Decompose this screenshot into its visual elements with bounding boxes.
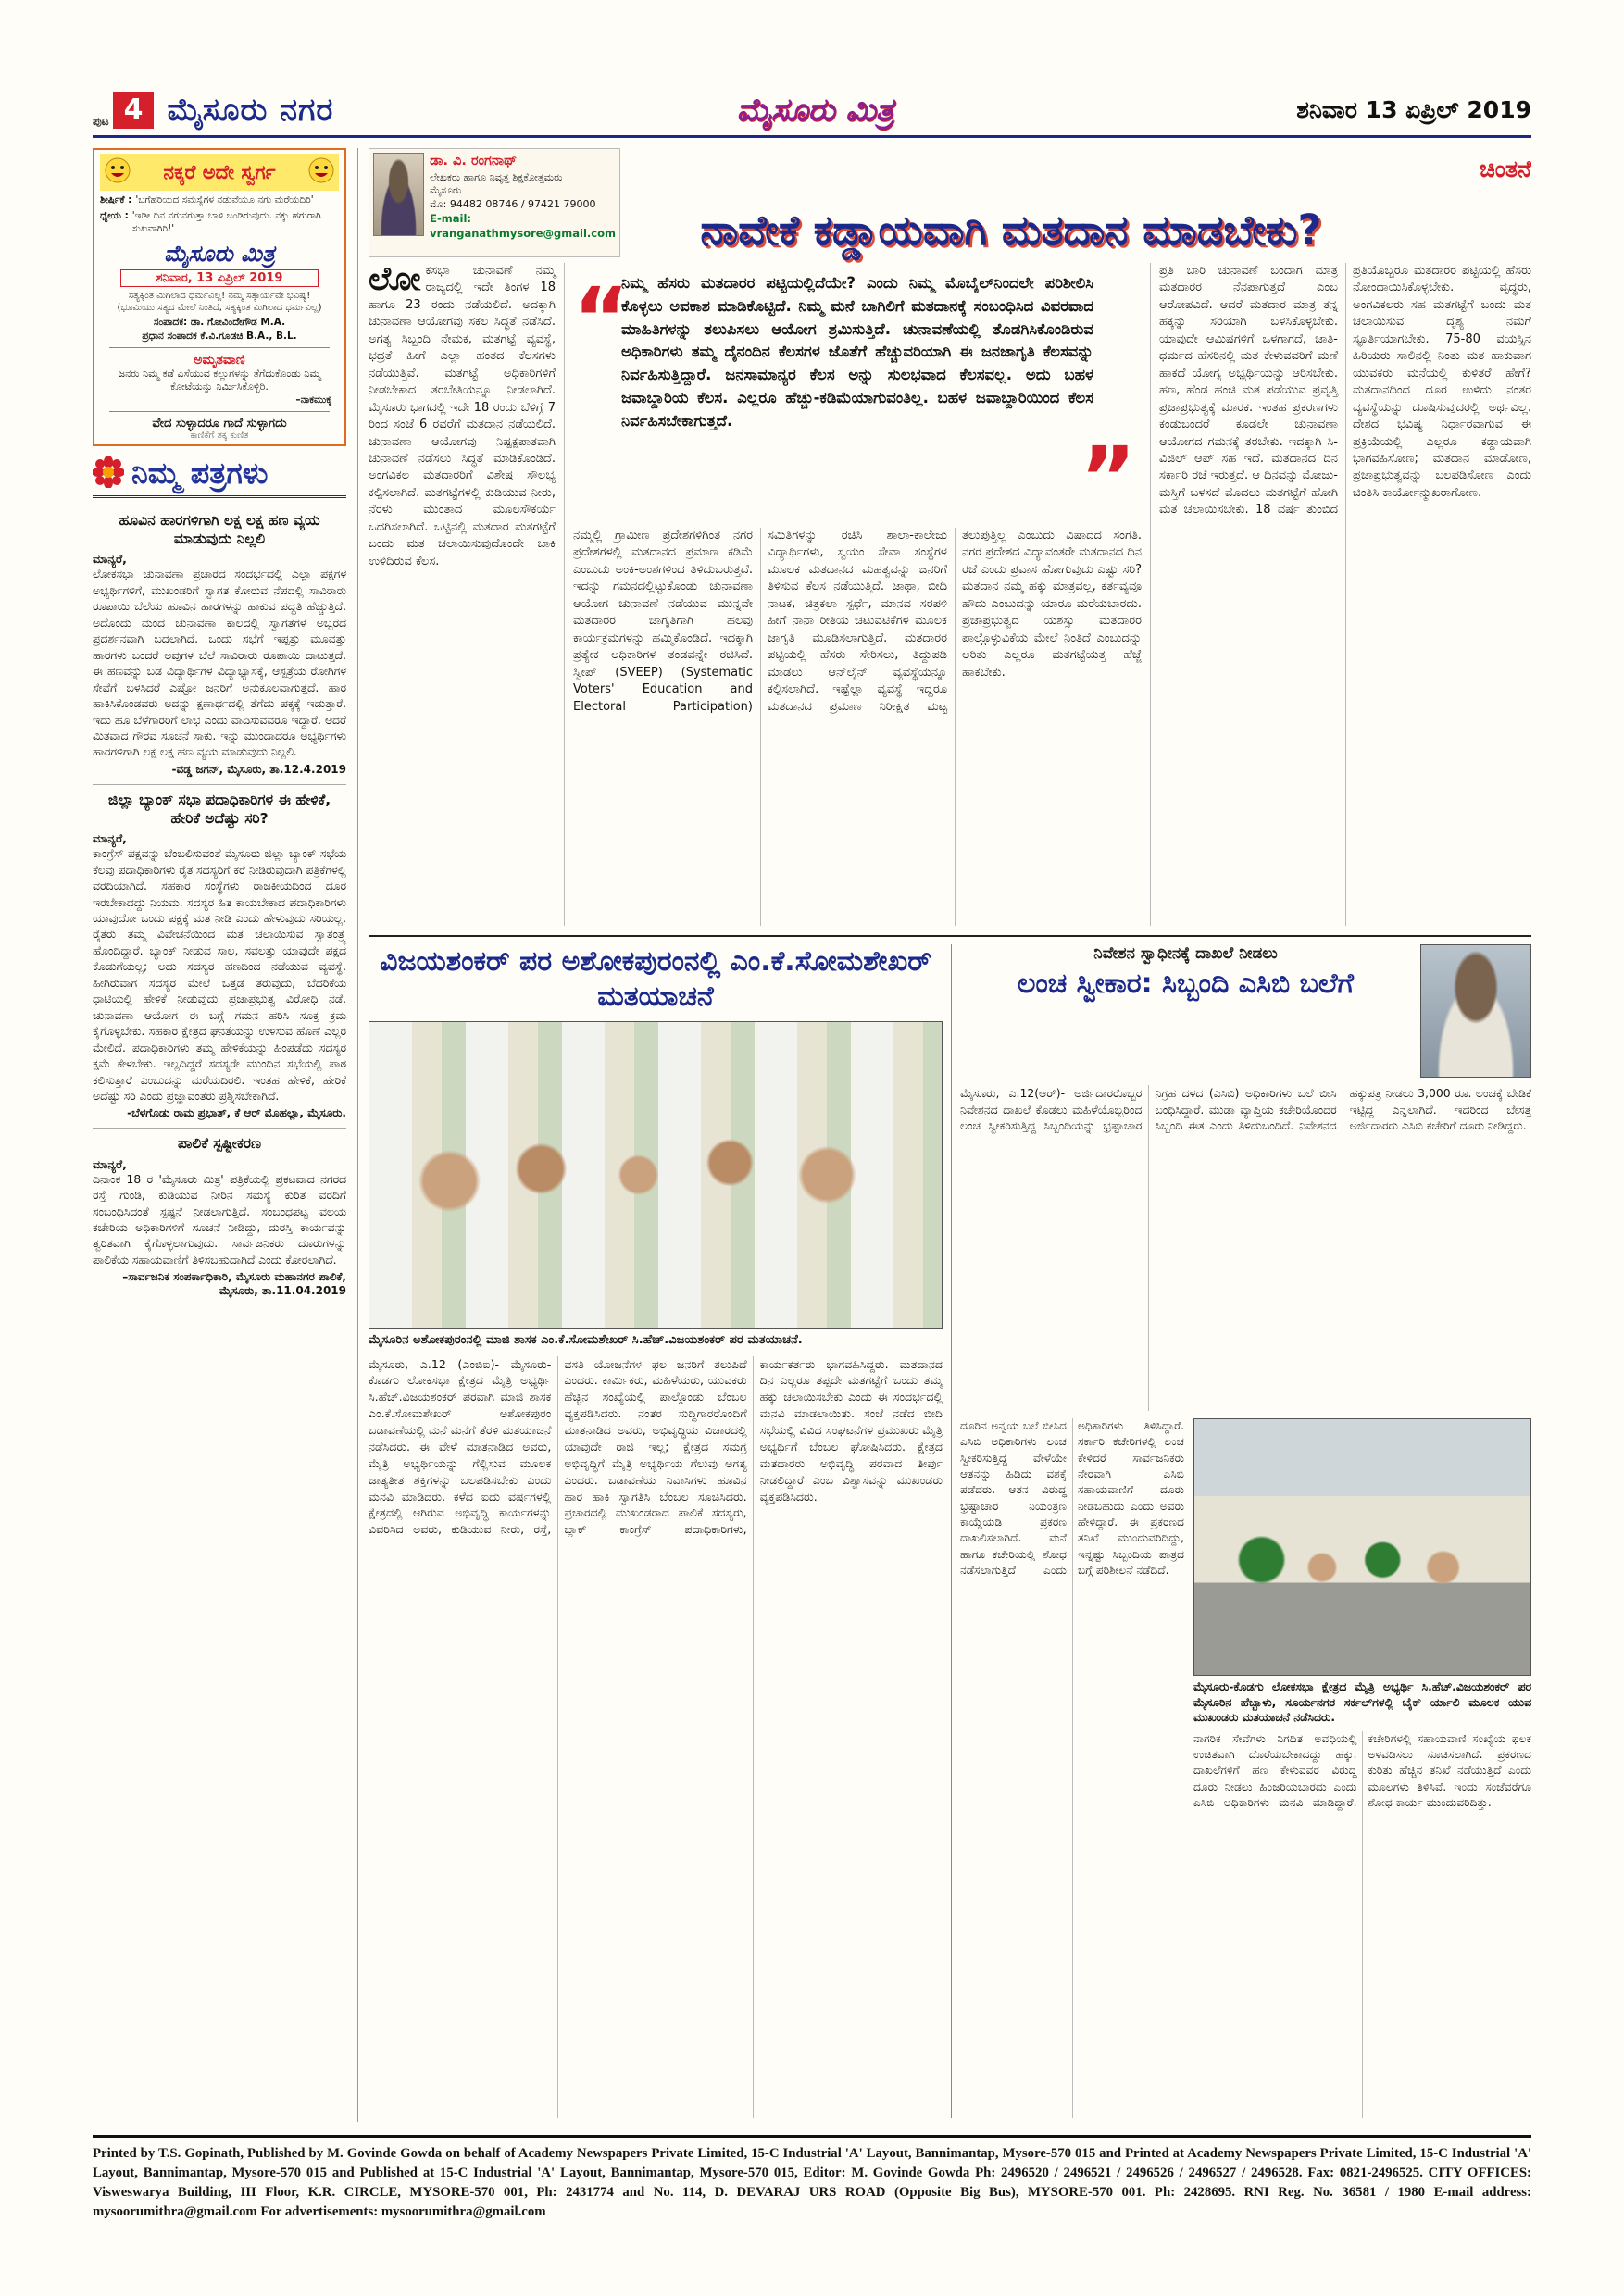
author-desc: ಲೇಖಕರು ಹಾಗೂ ನಿವೃತ್ತ ಶಿಕ್ಷಕೋತ್ತಮರು: [430, 170, 563, 183]
letter-salutation: ಮಾನ್ಯರೆ,: [93, 831, 127, 846]
bribe-left-text: [960, 1418, 1184, 2118]
ad-chief-editor-line: ಪ್ರಧಾನ ಸಂಪಾದಕ ಕೆ.ವಿ.ಗೂಡಚಿ B.A., B.L.: [142, 330, 297, 342]
page-header: [93, 89, 1531, 131]
author-place: ಮೈಸೂರು: [430, 184, 462, 197]
letter-item: [93, 505, 346, 785]
ad-masthead: ಮೈಸೂರು ಮಿತ್ರ: [164, 240, 275, 267]
accused-portrait-photo: [1420, 944, 1531, 1078]
bottom-section: [369, 935, 1531, 2118]
campaign-body-columns: ಮೈಸೂರು, ಎ.12 (ಎಂಬಿಐ)- ಮೈಸೂರು-ಕೊಡಗು ಲೋಕಸಭಾ ಕ್ಷೇತ್ರದ ಮೈತ್ರಿ ಅಭ್ಯರ್ಥಿ ಸಿ.ಹೆಚ್.ವಿಜಯಶಂಕರ್ ಪರವಾಗಿ ಮಾಜಿ ಶಾಸಕ ಎಂ.ಕೆ.ಸೋಮಶೇಖರ್ ಅಶೋಕಪುರಂ ಬಡಾವಣೆಯಲ್ಲಿ ಮನೆ ಮನೆಗೆ ತೆರಳಿ ಮತಯಾಚನೆ ನಡೆಸಿದರು. ಈ ವೇಳೆ ಮಾತನಾಡಿದ ಅವರು, ಮೈತ್ರಿ ಅಭ್ಯರ್ಥಿಯನ್ನು ಗೆಲ್ಲಿಸುವ ಮೂಲಕ ಜಾತ್ಯತೀತ ಶಕ್ತಿಗಳನ್ನು ಬಲಪಡಿಸಬೇಕು ಎಂದು ಮನವಿ ಮಾಡಿದರು. ಕಳೆದ ಐದು ವರ್ಷಗಳಲ್ಲಿ ಕ್ಷೇತ್ರದಲ್ಲಿ ಆಗಿರುವ ಅಭಿವೃದ್ಧಿ ಕಾರ್ಯಗಳನ್ನು ವಿವರಿಸಿದ ಅವರು, ಕುಡಿಯುವ ನೀರು, ರಸ್ತೆ, ವಸತಿ ಯೋಜನೆಗಳ ಫಲ ಜನರಿಗೆ ತಲುಪಿದೆ ಎಂದರು. ಕಾರ್ಮಿಕರು, ಮಹಿಳೆಯರು, ಯುವಕರು ಹೆಚ್ಚಿನ ಸಂಖ್ಯೆಯಲ್ಲಿ ಪಾಲ್ಗೊಂಡು ಬೆಂಬಲ ವ್ಯಕ್ತಪಡಿಸಿದರು. ನಂತರ ಸುದ್ದಿಗಾರರೊಂದಿಗೆ ಮಾತನಾಡಿದ ಅವರು, ಅಭಿವೃದ್ಧಿಯ ವಿಚಾರದಲ್ಲಿ ಯಾವುದೇ ರಾಜಿ ಇಲ್ಲ; ಕ್ಷೇತ್ರದ ಸಮಗ್ರ ಅಭಿವೃದ್ಧಿಗೆ ಮೈತ್ರಿ ಅಭ್ಯರ್ಥಿಯ ಗೆಲುವು ಅಗತ್ಯ ಎಂದರು. ಬಡಾವಣೆಯ ನಿವಾಸಿಗಳು ಹೂವಿನ ಹಾರ ಹಾಕಿ ಸ್ವಾಗತಿಸಿ ಬೆಂಬಲ ಸೂಚಿಸಿದರು. ಪ್ರಚಾರದಲ್ಲಿ ಮುಖಂಡರಾದ ಪಾಲಿಕೆ ಸದಸ್ಯರು, ಬ್ಲಾಕ್ ಕಾಂಗ್ರೆಸ್ ಪದಾಧಿಕಾರಿಗಳು, ಕಾರ್ಯಕರ್ತರು ಭಾಗವಹಿಸಿದ್ದರು. ಮತದಾನದ ದಿನ ಎಲ್ಲರೂ ತಪ್ಪದೇ ಮತಗಟ್ಟೆಗೆ ಬಂದು ತಮ್ಮ ಹಕ್ಕು ಚಲಾಯಿಸಬೇಕು ಎಂದು ಈ ಸಂದರ್ಭದಲ್ಲಿ ಮನವಿ ಮಾಡಲಾಯಿತು. ಸಂಜೆ ನಡೆದ ಬೀದಿ ಸಭೆಯಲ್ಲಿ ವಿವಿಧ ಸಂಘಟನೆಗಳ ಪ್ರಮುಖರು ಮೈತ್ರಿ ಅಭ್ಯರ್ಥಿಗೆ ಬೆಂಬಲ ಘೋಷಿಸಿದರು. ಕ್ಷೇತ್ರದ ಮತದಾರರು ಅಭಿವೃದ್ಧಿ ಪರವಾದ ತೀರ್ಪು ನೀಡಲಿದ್ದಾರೆ ಎಂಬ ವಿಶ್ವಾಸವನ್ನು ಮುಖಂಡರು ವ್ಯಕ್ತಪಡಿಸಿದರು.: [369, 1356, 943, 1537]
left-column: [93, 148, 346, 2122]
letter-salutation: ಮಾನ್ಯರೆ,: [93, 552, 127, 567]
page-number: 4: [113, 92, 155, 129]
opinion-kicker: ಚಿಂತನೆ: [1479, 156, 1531, 182]
bribe-header-row: [960, 944, 1531, 1078]
letters-title-text: ನಿಮ್ಮ ಪತ್ರಗಳು: [131, 455, 269, 492]
opinion-middle: [565, 263, 1150, 926]
bribe-article: [952, 944, 1531, 2118]
bribe-kicker: ನಿವೇಶನ ಸ್ವಾಧೀನಕ್ಕೆ ದಾಖಲೆ ನೀಡಲು: [1093, 944, 1278, 963]
letters-section-title: [93, 455, 346, 498]
ad-tagline-1: ಸತ್ಯಕ್ಕಿಂತ ಮಿಗಿಲಾದ ಧರ್ಮವಿಲ್ಲ! ನಮ್ಮ ಸತ್ಕಾರ್ಯವೇ ಭವಿಷ್ಯ!: [128, 290, 311, 301]
letter-body: ಕಾಂಗ್ರೆಸ್ ಪಕ್ಷವನ್ನು ಬೆಂಬಲಿಸುವಂತೆ ಮೈಸೂರು ಜಿಲ್ಲಾ ಬ್ಯಾಂಕ್ ಸಭೆಯ ಕೆಲವು ಪದಾಧಿಕಾರಿಗಳು ರೈತ ಸದಸ್ಯರಿಗೆ ಕರೆ ನೀಡಿರುವುದಾಗಿ ಪತ್ರಿಕೆಗಳಲ್ಲಿ ವರದಿಯಾಗಿದೆ. ಸಹಕಾರ ಸಂಸ್ಥೆಗಳು ರಾಜಕೀಯದಿಂದ ದೂರ ಇರಬೇಕಾದದ್ದು ನಿಯಮ. ಸದಸ್ಯರ ಹಿತ ಕಾಯಬೇಕಾದ ಪದಾಧಿಕಾರಿಗಳು ಯಾವುದೋ ಒಂದು ಪಕ್ಷಕ್ಕೆ ಮತ ನೀಡಿ ಎಂದು ಹೇಳುವುದು ಸರಿಯಲ್ಲ. ರೈತರು ತಮ್ಮ ವಿವೇಚನೆಯಿಂದ ಮತ ಚಲಾಯಿಸುವ ಸ್ವಾತಂತ್ರ್ಯ ಹೊಂದಿದ್ದಾರೆ. ಬ್ಯಾಂಕ್ ನೀಡುವ ಸಾಲ, ಸವಲತ್ತು ಯಾವುದೇ ಪಕ್ಷದ ಕೊಡುಗೆಯಲ್ಲ; ಅದು ಸದಸ್ಯರ ಹಣದಿಂದ ನಡೆಯುವ ವ್ಯವಸ್ಥೆ. ಹೀಗಿರುವಾಗ ಸದಸ್ಯರ ಮೇಲೆ ಒತ್ತಡ ತರುವುದು, ಬೆದರಿಕೆಯ ಧಾಟಿಯಲ್ಲಿ ಹೇಳಿಕೆ ನೀಡುವುದು ಪ್ರಜಾಪ್ರಭುತ್ವ ವಿರೋಧಿ ನಡೆ. ಚುನಾವಣಾ ಆಯೋಗ ಈ ಬಗ್ಗೆ ಗಮನ ಹರಿಸಿ ಸೂಕ್ತ ಕ್ರಮ ಕೈಗೊಳ್ಳಬೇಕು. ಸಹಕಾರ ಕ್ಷೇತ್ರದ ಘನತೆಯನ್ನು ಉಳಿಸುವ ಹೊಣೆ ಎಲ್ಲರ ಮೇಲಿದೆ. ಪದಾಧಿಕಾರಿಗಳು ತಮ್ಮ ಹೇಳಿಕೆಯನ್ನು ಹಿಂಪಡೆದು ಸದಸ್ಯರ ಕ್ಷಮೆ ಕೇಳಬೇಕು. ಇಲ್ಲದಿದ್ದರೆ ಸದಸ್ಯರೇ ಮುಂದಿನ ಸಭೆಯಲ್ಲಿ ಪಾಠ ಕಲಿಸುತ್ತಾರೆ ಎಂಬುದನ್ನು ಮರೆಯದಿರಲಿ. ಇಂತಹ ಹೇಳಿಕೆ, ಹೇರಿಕೆ ಅದೆಷ್ಟು ಸರಿ ಎಂದು ಪ್ರಜ್ಞಾವಂತರು ಪ್ರಶ್ನಿಸಬೇಕಾಗಿದೆ.: [93, 847, 346, 1103]
bribe-headline-block: [960, 944, 1411, 1078]
author-box: [369, 148, 620, 257]
bike-rally-caption: ಮೈಸೂರು-ಕೊಡಗು ಲೋಕಸಭಾ ಕ್ಷೇತ್ರದ ಮೈತ್ರಿ ಅಭ್ಯರ್ಥಿ ಸಿ.ಹೆಚ್.ವಿಜಯಶಂಕರ್ ಪರ ಮೈಸೂರಿನ ಹೆಬ್ಬಾಳು, ಸೂರ್ಯನಗರ ಸರ್ಕಲ್‌ಗಳಲ್ಲಿ ಬೈಕ್ ರ್ಯಾಲಿ ಮೂಲಕ ಯುವ ಮುಖಂಡರು ಮತಯಾಚನೆ ನಡೆಸಿದರು.: [1193, 1680, 1531, 1725]
letter-heading: ಹೂವಿನ ಹಾರಗಳಿಗಾಗಿ ಲಕ್ಷ ಲಕ್ಷ ಹಣ ವ್ಯಯ ಮಾಡುವುದು ನಿಲ್ಲಲಿ: [119, 512, 320, 548]
ad-divider: [109, 347, 330, 348]
amrutavani-text: ಜನರು ನಿಮ್ಮ ಕಡೆ ಎಸೆಯುವ ಕಲ್ಲುಗಳನ್ನು ತೆಗೆದುಕೊಂಡು ನಿಮ್ಮ ಕೋಟೆಯನ್ನು ನಿರ್ಮಿಸಿಕೊಳ್ಳಿರಿ.: [118, 367, 321, 393]
page-number-box: [93, 92, 154, 129]
opinion-left-text: ಕಸಭಾ ಚುನಾವಣೆ ನಮ್ಮ ರಾಜ್ಯದಲ್ಲಿ ಇದೇ ತಿಂಗಳ 18 ಹಾಗೂ 23 ರಂದು ನಡೆಯಲಿದೆ. ಅದಕ್ಕಾಗಿ ಚುನಾವಣಾ ಆಯೋಗವು ಸಕಲ ಸಿದ್ಧತೆ ನಡೆಸಿದೆ. ಅಗತ್ಯ ಸಿಬ್ಬಂದಿ ನೇಮಕ, ಮತಗಟ್ಟೆ ವ್ಯವಸ್ಥೆ, ಭದ್ರತೆ ಹೀಗೆ ಎಲ್ಲಾ ಹಂತದ ಕೆಲಸಗಳು ನಡೆಯುತ್ತಿವೆ. ಮತಗಟ್ಟೆ ಅಧಿಕಾರಿಗಳಿಗೆ ನೀಡಬೇಕಾದ ತರಬೇತಿಯನ್ನೂ ನೀಡಲಾಗಿದೆ. ಮೈಸೂರು ಭಾಗದಲ್ಲಿ ಇದೇ 18 ರಂದು ಬೆಳಿಗ್ಗೆ 7 ರಿಂದ ಸಂಜೆ 6 ರವರೆಗೆ ಮತದಾನ ನಡೆಯಲಿದೆ. ಚುನಾವಣಾ ಆಯೋಗವು ನಿಷ್ಪಕ್ಷಪಾತವಾಗಿ ಚುನಾವಣೆ ನಡೆಸಲು ಸಿದ್ಧತೆ ಮಾಡಿಕೊಂಡಿದೆ. ಅಂಗವಿಕಲ ಮತದಾರರಿಗೆ ವಿಶೇಷ ಸೌಲಭ್ಯ ಕಲ್ಪಿಸಲಾಗಿದೆ. ಮತಗಟ್ಟೆಗಳಲ್ಲಿ ಕುಡಿಯುವ ನೀರು, ನೆರಳು ಮುಂತಾದ ಮೂಲಸೌಕರ್ಯ ಒದಗಿಸಲಾಗಿದೆ. ಒಟ್ಟಿನಲ್ಲಿ ಮತದಾರ ಮತಗಟ್ಟೆಗೆ ಬಂದು ಮತ ಚಲಾಯಿಸುವುದೊಂದೇ ಬಾಕಿ ಉಳಿದಿರುವ ಕೆಲಸ.: [369, 264, 556, 568]
campaign-photo: [369, 1021, 943, 1329]
letter-salutation: ಮಾನ್ಯರೆ,: [93, 1156, 127, 1171]
bike-rally-block: [1193, 1418, 1531, 2118]
campaign-photo-caption: ಮೈಸೂರಿನ ಅಶೋಕಪುರಂನಲ್ಲಿ ಮಾಜಿ ಶಾಸಕ ಎಂ.ಕೆ.ಸೋಮಶೇಖರ್ ಸಿ.ಹೆಚ್.ವಿಜಯಶಂಕರ್ ಪರ ಮತಯಾಚನೆ.: [369, 1333, 803, 1347]
campaign-article: [369, 944, 952, 2118]
bribe-body-columns-3: ನಾಗರಿಕ ಸೇವೆಗಳು ನಿಗದಿತ ಅವಧಿಯಲ್ಲಿ ಉಚಿತವಾಗಿ ದೊರೆಯಬೇಕಾದದ್ದು ಹಕ್ಕು. ದಾಖಲೆಗಳಿಗೆ ಹಣ ಕೇಳುವವರ ವಿರುದ್ಧ ದೂರು ನೀಡಲು ಹಿಂಜರಿಯಬಾರದು ಎಂದು ಎಸಿಬಿ ಅಧಿಕಾರಿಗಳು ಮನವಿ ಮಾಡಿದ್ದಾರೆ. ಕಚೇರಿಗಳಲ್ಲಿ ಸಹಾಯವಾಣಿ ಸಂಖ್ಯೆಯ ಫಲಕ ಅಳವಡಿಸಲು ಸೂಚಿಸಲಾಗಿದೆ. ಪ್ರಕರಣದ ಕುರಿತು ಹೆಚ್ಚಿನ ತನಿಖೆ ನಡೆಯುತ್ತಿದೆ ಎಂದು ಮೂಲಗಳು ತಿಳಿಸಿವೆ. ಇಂದು ಸಂಜೆವರೆಗೂ ಶೋಧ ಕಾರ್ಯ ಮುಂದುವರಿದಿತ್ತು.: [1193, 1731, 1531, 1810]
masthead: ಮೈಸೂರು ಮಿತ್ರ: [736, 92, 894, 129]
letter-body: ದಿನಾಂಕ 18 ರ 'ಮೈಸೂರು ಮಿತ್ರ' ಪತ್ರಿಕೆಯಲ್ಲಿ ಪ್ರಕಟವಾದ ನಗರದ ರಸ್ತೆ ಗುಂಡಿ, ಕುಡಿಯುವ ನೀರಿನ ಸಮಸ್ಯೆ ಕುರಿತ ವರದಿಗೆ ಸಂಬಂಧಿಸಿದಂತೆ ಸ್ಪಷ್ಟನೆ ನೀಡಲಾಗುತ್ತಿದೆ. ಸಂಬಂಧಪಟ್ಟ ವಲಯ ಕಚೇರಿಯ ಅಧಿಕಾರಿಗಳಿಗೆ ಸೂಚನೆ ನೀಡಿದ್ದು, ದುರಸ್ತಿ ಕಾರ್ಯವನ್ನು ತ್ವರಿತವಾಗಿ ಕೈಗೊಳ್ಳಲಾಗುವುದು. ಸಾರ್ವಜನಿಕರು ದೂರುಗಳನ್ನು ಪಾಲಿಕೆಯ ಸಹಾಯವಾಣಿಗೆ ತಿಳಿಸಬಹುದಾಗಿದೆ ಎಂದು ಕೋರಲಾಗಿದೆ.: [93, 1172, 346, 1267]
laughing-face-icon: [104, 156, 131, 188]
ad-line-label: ಧ್ಯೇಯ :: [100, 210, 129, 222]
page-label: ಪುಟ: [93, 115, 109, 128]
letter-heading: ಪಾಲಿಕೆ ಸ್ಪಷ್ಟೀಕರಣ: [178, 1135, 261, 1153]
ad-tagline-2: (ಭೂಮಿಯು ಸತ್ಯದ ಮೇಲೆ ನಿಂತಿದೆ, ಸತ್ಯಕ್ಕಿಂತ ಮಿಗಿಲಾದ ಧರ್ಮವಿಲ್ಲ): [117, 303, 322, 314]
letter-item: [93, 1129, 346, 1305]
ad-top-band: [100, 154, 339, 191]
humour-ad-box: [93, 148, 346, 446]
ad-line-motto: [100, 209, 339, 235]
author-photo: [373, 153, 424, 236]
ad-title: ನಕ್ಕರೆ ಅದೇ ಸ್ವರ್ಗ: [163, 160, 276, 183]
bribe-body-columns-2: ದೂರಿನ ಅನ್ವಯ ಬಲೆ ಬೀಸಿದ ಎಸಿಬಿ ಅಧಿಕಾರಿಗಳು ಲಂಚ ಸ್ವೀಕರಿಸುತ್ತಿದ್ದ ವೇಳೆಯೇ ಆತನನ್ನು ಹಿಡಿದು ವಶಕ್ಕೆ ಪಡೆದರು. ಆತನ ವಿರುದ್ಧ ಭ್ರಷ್ಟಾಚಾರ ನಿಯಂತ್ರಣ ಕಾಯ್ದೆಯಡಿ ಪ್ರಕರಣ ದಾಖಲಿಸಲಾಗಿದೆ. ಮನೆ ಹಾಗೂ ಕಚೇರಿಯಲ್ಲಿ ಶೋಧ ನಡೆಸಲಾಗುತ್ತಿದೆ ಎಂದು ಅಧಿಕಾರಿಗಳು ತಿಳಿಸಿದ್ದಾರೆ. ಸರ್ಕಾರಿ ಕಚೇರಿಗಳಲ್ಲಿ ಲಂಚ ಕೇಳಿದರೆ ಸಾರ್ವಜನಿಕರು ನೇರವಾಗಿ ಎಸಿಬಿ ಸಹಾಯವಾಣಿಗೆ ದೂರು ನೀಡಬಹುದು ಎಂದು ಅವರು ಹೇಳಿದ್ದಾರೆ. ಈ ಪ್ರಕರಣದ ತನಿಖೆ ಮುಂದುವರಿದಿದ್ದು, ಇನ್ನಷ್ಟು ಸಿಬ್ಬಂದಿಯ ಪಾತ್ರದ ಬಗ್ಗೆ ಪರಿಶೀಲನೆ ನಡೆದಿದೆ.: [960, 1419, 1184, 1577]
amrutavani-sign: –ನಾಕಮುಕ್ಕ: [295, 394, 331, 406]
opinion-middle-columns: ನಮ್ಮಲ್ಲಿ ಗ್ರಾಮೀಣ ಪ್ರದೇಶಗಳಿಗಿಂತ ನಗರ ಪ್ರದೇಶಗಳಲ್ಲಿ ಮತದಾನದ ಪ್ರಮಾಣ ಕಡಿಮೆ ಎಂಬುದು ಅಂಕಿ-ಅಂಶಗಳಿಂದ ತಿಳಿದುಬರುತ್ತದೆ. ಇದನ್ನು ಗಮನದಲ್ಲಿಟ್ಟುಕೊಂಡು ಚುನಾವಣಾ ಆಯೋಗ ಚುನಾವಣೆ ನಡೆಯುವ ಮುನ್ನವೇ ಮತದಾರರ ಜಾಗೃತಿಗಾಗಿ ಹಲವು ಕಾರ್ಯಕ್ರಮಗಳನ್ನು ಹಮ್ಮಿಕೊಂಡಿದೆ. ಇದಕ್ಕಾಗಿ ಪ್ರತ್ಯೇಕ ಅಧಿಕಾರಿಗಳ ತಂಡವನ್ನೇ ರಚಿಸಿದೆ. ಸ್ವೀಪ್ (SVEEP) (Systematic Voters' Education and Electoral Participation) ಸಮಿತಿಗಳನ್ನು ರಚಿಸಿ ಶಾಲಾ-ಕಾಲೇಜು ವಿದ್ಯಾರ್ಥಿಗಳು, ಸ್ವಯಂ ಸೇವಾ ಸಂಸ್ಥೆಗಳ ಮೂಲಕ ಮತದಾನದ ಮಹತ್ವವನ್ನು ಜನರಿಗೆ ತಿಳಿಸುವ ಕೆಲಸ ನಡೆಯುತ್ತಿದೆ. ಜಾಥಾ, ಬೀದಿ ನಾಟಕ, ಚಿತ್ರಕಲಾ ಸ್ಪರ್ಧೆ, ಮಾನವ ಸರಪಳಿ ಹೀಗೆ ನಾನಾ ರೀತಿಯ ಚಟುವಟಿಕೆಗಳ ಮೂಲಕ ಜಾಗೃತಿ ಮೂಡಿಸಲಾಗುತ್ತಿದೆ. ಮತದಾರರ ಪಟ್ಟಿಯಲ್ಲಿ ಹೆಸರು ಸೇರಿಸಲು, ತಿದ್ದುಪಡಿ ಮಾಡಲು ಆನ್‌ಲೈನ್ ವ್ಯವಸ್ಥೆಯನ್ನೂ ಕಲ್ಪಿಸಲಾಗಿದೆ. ಇಷ್ಟೆಲ್ಲಾ ವ್ಯವಸ್ಥೆ ಇದ್ದರೂ ಮತದಾನದ ಪ್ರಮಾಣ ನಿರೀಕ್ಷಿತ ಮಟ್ಟ ತಲುಪುತ್ತಿಲ್ಲ ಎಂಬುದು ವಿಷಾದದ ಸಂಗತಿ. ನಗರ ಪ್ರದೇಶದ ವಿದ್ಯಾವಂತರೇ ಮತದಾನದ ದಿನ ರಜೆ ಎಂದು ಪ್ರವಾಸ ಹೋಗುವುದು ಎಷ್ಟು ಸರಿ? ಮತದಾನ ನಮ್ಮ ಹಕ್ಕು ಮಾತ್ರವಲ್ಲ, ಕರ್ತವ್ಯವೂ ಹೌದು ಎಂಬುದನ್ನು ಯಾರೂ ಮರೆಯಬಾರದು. ಪ್ರಜಾಪ್ರಭುತ್ವದ ಯಶಸ್ಸು ಮತದಾರರ ಪಾಲ್ಗೊಳ್ಳುವಿಕೆಯ ಮೇಲೆ ನಿಂತಿದೆ ಎಂಬುದನ್ನು ಅರಿತು ಎಲ್ಲರೂ ಮತಗಟ್ಟೆಯತ್ತ ಹೆಜ್ಜೆ ಹಾಕಬೇಕು.: [573, 529, 1142, 714]
header-rule: [93, 135, 1531, 144]
section-title: ಮೈಸೂರು ನಗರ: [167, 92, 334, 129]
pull-quote: “ ನಿಮ್ಮ ಹೆಸರು ಮತದಾರರ ಪಟ್ಟಿಯಲ್ಲಿದೆಯೇ? ಎಂದು ನಿಮ್ಮ ಮೊಬೈಲ್‌ನಿಂದಲೇ ಪರಿಶೀಲಿಸಿ ಕೊಳ್ಳಲು ಅವಕಾಶ ಮಾಡಿಕೊಟ್ಟಿದೆ. ನಿಮ್ಮ ಮನೆ ಬಾಗಿಲಿಗೆ ಮತದಾನಕ್ಕೆ ಸಂಬಂಧಿಸಿದ ವಿವರವಾದ ಮಾಹಿತಿಗಳನ್ನು ತಲುಪಿಸಲು ಆಯೋಗ ಶ್ರಮಿಸುತ್ತಿದೆ. ಚುನಾವಣೆಯಲ್ಲಿ ತೊಡಗಿಸಿಕೊಂಡಿರುವ ಅಧಿಕಾರಿಗಳು ತಮ್ಮ ದೈನಂದಿನ ಕೆಲಸಗಳ ಜೊತೆಗೆ ಹೆಚ್ಚುವರಿಯಾಗಿ ಈ ಜನಜಾಗೃತಿ ಕೆಲಸವನ್ನು ನಿರ್ವಹಿಸುತ್ತಿದ್ದಾರೆ. ಜನಸಾಮಾನ್ಯರ ಕೆಲಸ ಅನ್ನು ಸುಲಭವಾದ ಕೆಲಸವಲ್ಲ. ಅದು ಬಹಳ ಜವಾಬ್ದಾರಿಯ ಕೆಲಸ. ಎಲ್ಲರೂ ಹೆಚ್ಚು-ಕಡಿಮೆಯಾಗುವಂತಿಲ್ಲ. ಬಹಳ ಜವಾಬ್ದಾರಿಯಿಂದ ಕೆಲಸ ನಿರ್ವಹಿಸಬೇಕಾಗುತ್ತದೆ. ”: [573, 263, 1142, 518]
laughing-face-icon: [307, 156, 335, 188]
ad-line-title: [100, 193, 339, 206]
ad-date: ಶನಿವಾರ, 13 ಏಪ್ರಿಲ್ 2019: [120, 269, 319, 287]
ad-line-text: 'ಬಗೆಹರಿಯದ ಸಮಸ್ಯೆಗಳ ನಡುವೆಯೂ ನಗು ಮರೆಯದಿರಿ': [135, 194, 314, 206]
opinion-right-columns: ಪ್ರತಿ ಬಾರಿ ಚುನಾವಣೆ ಬಂದಾಗ ಮಾತ್ರ ಮತದಾರರ ನೆನಪಾಗುತ್ತದೆ ಎಂಬ ಆರೋಪವಿದೆ. ಆದರೆ ಮತದಾರ ಮಾತ್ರ ತನ್ನ ಹಕ್ಕನ್ನು ಸರಿಯಾಗಿ ಬಳಸಿಕೊಳ್ಳಬೇಕು. ಯಾವುದೇ ಆಮಿಷಗಳಿಗೆ ಒಳಗಾಗದೆ, ಜಾತಿ-ಧರ್ಮದ ಹೆಸರಿನಲ್ಲಿ ಮತ ಕೇಳುವವರಿಗೆ ಮಣೆ ಹಾಕದೆ ಯೋಗ್ಯ ಅಭ್ಯರ್ಥಿಯನ್ನು ಆರಿಸಬೇಕು. ಹಣ, ಹೆಂಡ ಹಂಚಿ ಮತ ಪಡೆಯುವ ಪ್ರವೃತ್ತಿ ಪ್ರಜಾಪ್ರಭುತ್ವಕ್ಕೆ ಮಾರಕ. ಇಂತಹ ಪ್ರಕರಣಗಳು ಕಂಡುಬಂದರೆ ಕೂಡಲೇ ಚುನಾವಣಾ ಆಯೋಗದ ಗಮನಕ್ಕೆ ತರಬೇಕು. ಇದಕ್ಕಾಗಿ ಸಿ-ವಿಜಿಲ್ ಆಪ್ ಸಹ ಇದೆ. ಮತದಾನದ ದಿನ ಸರ್ಕಾರಿ ರಜೆ ಇರುತ್ತದೆ. ಆ ದಿನವನ್ನು ಮೋಜು-ಮಸ್ತಿಗೆ ಬಳಸದೆ ಮೊದಲು ಮತಗಟ್ಟೆಗೆ ಹೋಗಿ ಮತ ಚಲಾಯಿಸಬೇಕು. 18 ವರ್ಷ ತುಂಬಿದ ಪ್ರತಿಯೊಬ್ಬರೂ ಮತದಾರರ ಪಟ್ಟಿಯಲ್ಲಿ ಹೆಸರು ನೋಂದಾಯಿಸಿಕೊಳ್ಳಬೇಕು. ವೃದ್ಧರು, ಅಂಗವಿಕಲರು ಸಹ ಮತಗಟ್ಟೆಗೆ ಬಂದು ಮತ ಚಲಾಯಿಸುವ ದೃಶ್ಯ ನಮಗೆ ಸ್ಫೂರ್ತಿಯಾಗಬೇಕು. 75-80 ವಯಸ್ಸಿನ ಹಿರಿಯರು ಸಾಲಿನಲ್ಲಿ ನಿಂತು ಮತ ಹಾಕುವಾಗ ಯುವಕರು ಮನೆಯಲ್ಲಿ ಕುಳಿತರೆ ಹೇಗೆ? ಮತದಾನದಿಂದ ದೂರ ಉಳಿದು ನಂತರ ವ್ಯವಸ್ಥೆಯನ್ನು ದೂಷಿಸುವುದರಲ್ಲಿ ಅರ್ಥವಿಲ್ಲ. ದೇಶದ ಭವಿಷ್ಯ ನಿರ್ಧಾರವಾಗುವ ಈ ಪ್ರಕ್ರಿಯೆಯಲ್ಲಿ ಎಲ್ಲರೂ ಕಡ್ಡಾಯವಾಗಿ ಭಾಗವಹಿಸೋಣ; ಮತದಾನ ಮಾಡೋಣ, ಪ್ರಜಾಪ್ರಭುತ್ವವನ್ನು ಬಲಪಡಿಸೋಣ ಎಂದು ಚಿಂತಿಸಿ ಕಾರ್ಯೋನ್ಮುಖರಾಗೋಣ.: [1159, 264, 1531, 518]
ad-editor-line: ಸಂಪಾದಕ: ಡಾ. ಗೋವಿಂದೇಗೌಡ M.A.: [153, 316, 286, 328]
ad-line-label: ಶೀರ್ಷಿಕೆ :: [100, 194, 132, 206]
bribe-headline: ಲಂಚ ಸ್ವೀಕಾರ: ಸಿಬ್ಬಂದಿ ಎಸಿಬಿ ಬಲೆಗೆ: [1018, 967, 1354, 1000]
author-email: E-mail: vranganathmysore@gmail.com: [430, 212, 616, 240]
amrutavani-title: ಅಮೃತವಾಣಿ: [194, 352, 245, 368]
ad-line-text: 'ಇಡೀ ದಿನ ನಗುನಗುತ್ತಾ ಬಾಳಿ ಬಂಡಿರುವುದು. ನಕ್ಕು ಹಗುರಾಗಿ ಸುಖವಾಗಿರಿ!': [131, 210, 321, 235]
author-phone: ಮೊ: 94482 08746 / 97421 79000: [430, 198, 596, 211]
bribe-body-columns-1: ಮೈಸೂರು, ಎ.12(ಆರ್)- ಅರ್ಜಿದಾರರೊಬ್ಬರ ನಿವೇಶನದ ದಾಖಲೆ ಕೊಡಲು ಮಹಿಳೆಯೊಬ್ಬರಿಂದ ಲಂಚ ಸ್ವೀಕರಿಸುತ್ತಿದ್ದ ಸಿಬ್ಬಂದಿಯನ್ನು ಭ್ರಷ್ಟಾಚಾರ ನಿಗ್ರಹ ದಳದ (ಎಸಿಬಿ) ಅಧಿಕಾರಿಗಳು ಬಲೆ ಬೀಸಿ ಬಂಧಿಸಿದ್ದಾರೆ. ಮುಡಾ ವ್ಯಾಪ್ತಿಯ ಕಚೇರಿಯೊಂದರ ಸಿಬ್ಬಂದಿ ಈತ ಎಂದು ತಿಳಿದುಬಂದಿದೆ. ನಿವೇಶನದ ಹಕ್ಕುಪತ್ರ ನೀಡಲು 3,000 ರೂ. ಲಂಚಕ್ಕೆ ಬೇಡಿಕೆ ಇಟ್ಟಿದ್ದ ಎನ್ನಲಾಗಿದೆ. ಇದರಿಂದ ಬೇಸತ್ತ ಅರ್ಜಿದಾರರು ಎಸಿಬಿ ಕಚೇರಿಗೆ ದೂರು ನೀಡಿದ್ದರು.: [960, 1086, 1531, 1133]
opinion-article-body: [369, 263, 1531, 926]
letter-signature: -ಬೆಳಗೊಡು ರಾಮ ಪ್ರಭಾತ್, ಕೆ ಆರ್ ಮೊಹಲ್ಲಾ, ಮೈಸೂರು.: [127, 1106, 346, 1120]
letter-signature: -ವಡ್ಡ ಜಗನ್, ಮೈಸೂರು, ತಾ.12.4.2019: [171, 762, 346, 776]
imprint-footer: [93, 2135, 1531, 2222]
opinion-left-column: [369, 263, 565, 926]
ad-divider: [109, 411, 330, 412]
letter-heading: ಜಿಲ್ಲಾ ಬ್ಯಾಂಕ್ ಸಭಾ ಪದಾಧಿಕಾರಿಗಳ ಈ ಹೇಳಿಕೆ, ಹೇರಿಕೆ ಅದೆಷ್ಟು ಸರಿ?: [107, 791, 331, 828]
letter-item: [93, 785, 346, 1129]
opinion-article-top: [369, 148, 1531, 257]
letter-signature: –ಸಾರ್ವಜನಿಕ ಸಂಪರ್ಕಾಧಿಕಾರಿ, ಮೈಸೂರು ಮಹಾನಗರ ಪಾಲಿಕೆ, ಮೈಸೂರು, ತಾ.11.04.2019: [122, 1270, 346, 1298]
headline-zone: [620, 148, 1402, 257]
opinion-right: [1150, 263, 1531, 926]
column-rule: [357, 148, 358, 2122]
campaign-headline: ವಿಜಯಶಂಕರ್ ಪರ ಅಶೋಕಪುರಂನಲ್ಲಿ ಎಂ.ಕೆ.ಸೋಮಶೇಖರ್ ಮತಯಾಚನೆ: [380, 945, 931, 1013]
imprint-text: Printed by T.S. Gopinath, Published by M. Govinde Gowda on behalf of Academy Newspapers Private Limited, 15-C Industrial 'A' Layout, Bannimantap, Mysore-570 015 and Printed at Academy Newspapers Private Limited, 15-C Industrial 'A' Layout, Bannimantap, Mysore-570 015 and Published at 15-C Industrial 'A' Layout, Bannimantap, Mysore-570 015, Editor: M. Govinde Gowda Ph: 2496520 / 2496521 / 2496526 / 2496527 / 2496528. Fax: 0821-2496525. CITY OFFICES: Visweswarya Building, III Floor, K.R. CIRCLE, MYSORE-570 001, Ph: 2431774 and No. 114, D. DEVARAJ URS ROAD (Opposite Big Bus), MYSORE-570 001. Ph: 2428695. RNI Reg. No. 36581 / 1980 E-mail address: mysoorumithra@gmail.com For advertisements: mysoorumithra@gmail.com: [93, 2146, 1531, 2219]
proverb-subline: ಕಾಣಿಕೆಗೆ ತಕ್ಕ ಕುಣಿತ: [190, 430, 249, 442]
edition-date: ಶನಿವಾರ 13 ಏಪ್ರಿಲ್ 2019: [1296, 96, 1531, 123]
bike-rally-photo: [1193, 1418, 1531, 1676]
flower-icon: [93, 456, 124, 492]
drop-cap: ಲೋ: [369, 261, 421, 298]
main-column: [369, 148, 1531, 2123]
author-meta: [430, 153, 616, 253]
proverb-line: ವೇದ ಸುಳ್ಳಾದರೂ ಗಾದೆ ಸುಳ್ಳಾಗದು: [152, 417, 287, 431]
bribe-lower-section: [960, 1418, 1531, 2118]
author-name: ಡಾ. ವಿ. ರಂಗನಾಥ್: [430, 154, 518, 168]
letter-body: ಲೋಕಸಭಾ ಚುನಾವಣಾ ಪ್ರಚಾರದ ಸಂದರ್ಭದಲ್ಲಿ ಎಲ್ಲಾ ಪಕ್ಷಗಳ ಅಭ್ಯರ್ಥಿಗಳಿಗೆ, ಮುಖಂಡರಿಗೆ ಸ್ವಾಗತ ಕೋರುವ ನೆಪದಲ್ಲಿ ಸಾವಿರಾರು ರೂಪಾಯಿ ಬೆಲೆಯ ಹೂವಿನ ಹಾರಗಳನ್ನು ಹಾಕುವ ಪದ್ಧತಿ ಹೆಚ್ಚುತ್ತಿದೆ. ಅದೊಂದು ಮಂದ ಚುನಾವಣಾ ಕಾಲದಲ್ಲಿ ಸ್ವಾಗತಗಳ ಅಬ್ಬರದ ಪ್ರದರ್ಶನವಾಗಿ ಬದಲಾಗಿದೆ. ಒಂದು ಸಭೆಗೆ ಇಪ್ಪತ್ತು ಮೂವತ್ತು ಹಾರಗಳು ಬಂದರೆ ಅವುಗಳ ಬೆಲೆ ಸಾವಿರಾರು ರೂಪಾಯಿ ದಾಟುತ್ತದೆ. ಈ ಹಣವನ್ನು ಬಡ ವಿದ್ಯಾರ್ಥಿಗಳ ವಿದ್ಯಾಭ್ಯಾಸಕ್ಕೆ, ಆಸ್ಪತ್ರೆಯ ರೋಗಿಗಳ ಸೇವೆಗೆ ಬಳಸಿದರೆ ಎಷ್ಟೋ ಜನರಿಗೆ ಅನುಕೂಲವಾಗುತ್ತದೆ. ಹಾರ ಹಾಕಿಸಿಕೊಂಡವರು ಅದನ್ನು ಕ್ಷಣಾರ್ಧದಲ್ಲಿ ತೆಗೆದು ಪಕ್ಕಕ್ಕೆ ಇಡುತ್ತಾರೆ. ಇದು ಹೂ ಬೆಳೆಗಾರರಿಗೆ ಲಾಭ ಎಂದು ವಾದಿಸುವವರೂ ಇದ್ದಾರೆ. ಆದರೆ ಮಿತವಾದ ಗೌರವ ಸೂಚನೆ ಸಾಕು. ಇನ್ನು ಮುಂದಾದರೂ ಅಭ್ಯರ್ಥಿಗಳು ಹಾರಗಳಿಗಾಗಿ ಲಕ್ಷ ಲಕ್ಷ ಹಣ ವ್ಯಯ ಮಾಡುವುದು ನಿಲ್ಲಲಿ.: [93, 568, 346, 759]
opinion-headline: ನಾವೇಕೆ ಕಡ್ಡಾಯವಾಗಿ ಮತದಾನ ಮಾಡಬೇಕು?: [700, 205, 1322, 255]
